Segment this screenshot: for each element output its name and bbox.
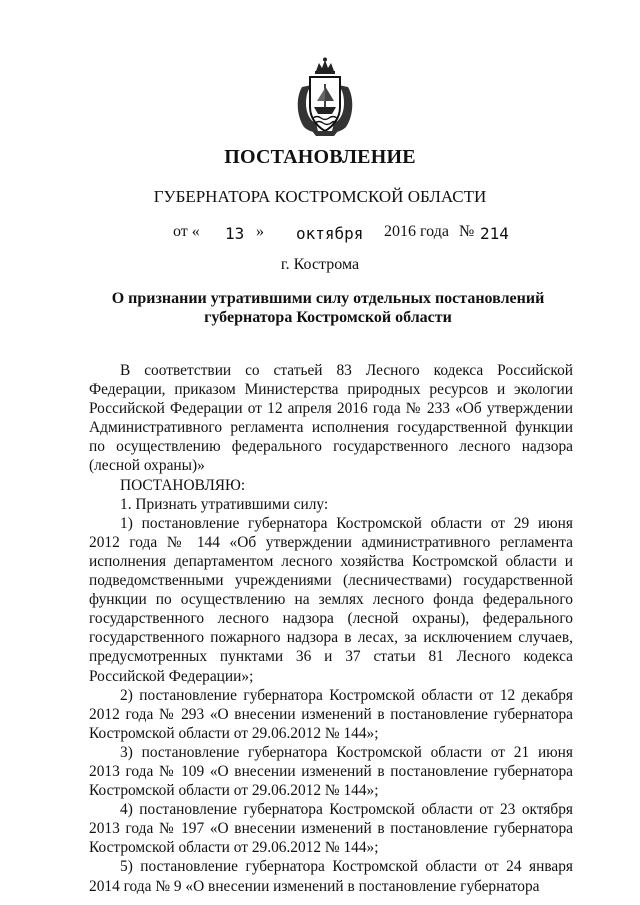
date-line — [0, 223, 640, 247]
paragraph-subitem-1: 1) постановление губернатора Костромской области от 29 июня 2012 года № 144 «Об утверждении административного регламента исполнения департаментом лесного хозяйства Костромской области и подведомственными учреждениями (лесничествами) государственной функции по осуществлению на землях лесного фонда федерального государственного лесного надзора (лесной охраны), федерального государственного пожарного надзора в лесах, за исключением случаев, предусмотренных пунктами 36 и 37 статьи 81 Лесного кодекса Российской Федерации»; — [89, 514, 573, 685]
number-label: № — [459, 223, 475, 240]
paragraph-subitem-5: 5) постановление губернатора Костромской области от 24 января 2014 года № 9 «О внесении изменений в постановление губернатора — [89, 858, 573, 895]
paragraph-subitem-3: 3) постановление губернатора Костромской области от 21 июня 2013 года № 109 «О внесении изменений в постановление губернатора Костромской области от 29.06.2012 № 144»; — [89, 743, 573, 800]
date-year: 2016 года — [384, 223, 449, 240]
city: г. Кострома — [280, 256, 360, 273]
paragraph-item-1: 1. Признать утратившими силу: — [120, 495, 329, 513]
document-body — [89, 361, 573, 896]
heading-line: губернатора Костромской области — [204, 309, 452, 326]
date-prefix: от « — [173, 223, 200, 240]
paragraph-subitem-4: 4) постановление губернатора Костромской области от 23 октября 2013 года № 197 «О внесении изменений в постановление губернатора Костромской области от 29.06.2012 № 144»; — [89, 801, 573, 857]
paragraph-decree: ПОСТАНОВЛЯЮ: — [120, 476, 246, 494]
paragraph-preamble: В соответствии со статьей 83 Лесного кодекса Российской Федерации, приказом Министерства природных ресурсов и экологии Российской Федерации от 12 апреля 2016 года № 233 «Об утверждении Административного регламента исполнения государственной функции по осуществлению федерального государственного лесного надзора (лесной охраны)» — [89, 362, 573, 475]
date-close-quote: » — [256, 223, 264, 240]
heading-line: О признании утратившими силу отдельных постановлений — [111, 290, 545, 307]
document-title: ПОСТАНОВЛЕНИЕ — [224, 146, 416, 168]
paragraph-subitem-2: 2) постановление губернатора Костромской области от 12 декабря 2012 года № 293 «О внесении изменений в постановление губернатора Костромской области от 29.06.2012 № 144»; — [89, 686, 573, 742]
date-month: октября — [296, 224, 364, 243]
coat-of-arms-icon — [294, 57, 356, 137]
document-number: 214 — [480, 224, 509, 243]
document-issuer: ГУБЕРНАТОРА КОСТРОМСКОЙ ОБЛАСТИ — [153, 187, 487, 206]
date-day: 13 — [225, 224, 245, 243]
document-heading — [60, 289, 596, 327]
